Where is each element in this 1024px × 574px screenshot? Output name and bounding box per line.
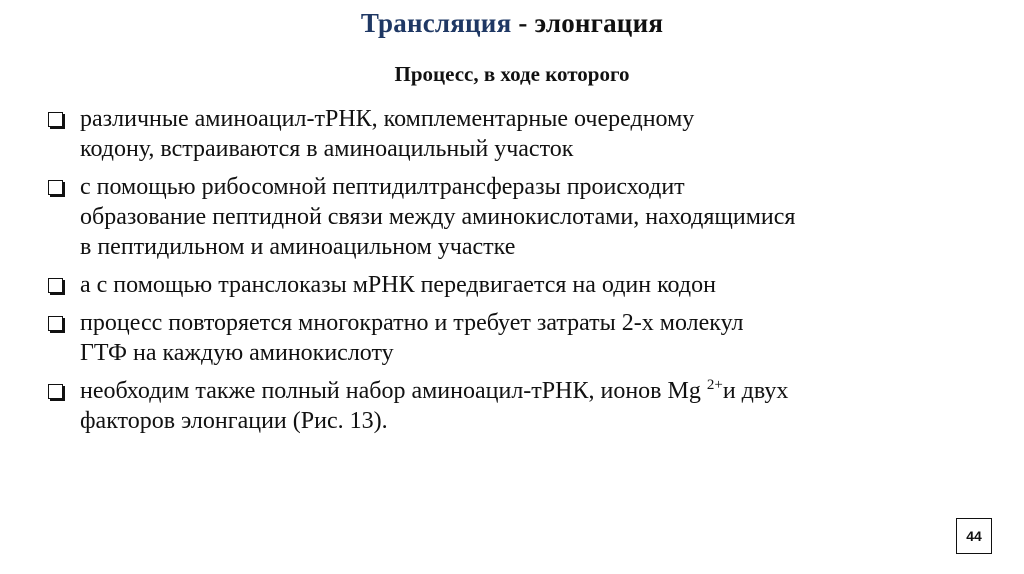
checkbox-icon	[48, 180, 63, 195]
bullet-line: различные аминоацил-тРНК, комплементарные очередному	[80, 106, 695, 132]
bullet-line-pre: необходим также полный набор аминоацил-тРНК, ионов Mg	[80, 378, 707, 404]
bullet-item	[44, 172, 994, 262]
page-number: 44	[956, 518, 992, 554]
bullet-list	[44, 104, 994, 444]
bullet-line: в пептидильном и аминоацильном участке	[80, 234, 516, 260]
superscript-charge: 2+	[706, 377, 723, 393]
bullet-item	[44, 270, 994, 300]
bullet-line: а с помощью транслоказы мРНК передвигается на один кодон	[80, 272, 716, 298]
bullet-line: факторов элонгации (Рис. 13).	[80, 408, 388, 434]
bullet-line: ГТФ на каждую аминокислоту	[80, 340, 394, 366]
bullet-line: процесс повторяется многократно и требует затраты 2-х молекул	[80, 310, 744, 336]
bullet-item	[44, 104, 994, 164]
title-rest: - элонгация	[511, 8, 664, 38]
bullet-line: образование пептидной связи между аминокислотами, находящимися	[80, 204, 796, 230]
bullet-line: с помощью рибосомной пептидилтрансферазы происходит	[80, 174, 685, 200]
bullet-item	[44, 308, 994, 368]
checkbox-icon	[48, 278, 63, 293]
title-accent: Трансляция	[360, 8, 512, 38]
checkbox-icon	[48, 112, 63, 127]
bullet-line: кодону, встраиваются в аминоацильный участок	[80, 136, 574, 162]
slide-title	[0, 8, 1024, 39]
bullet-line-post: и двух	[722, 378, 789, 404]
checkbox-icon	[48, 316, 63, 331]
slide-subtitle: Процесс, в ходе которого	[394, 62, 630, 86]
bullet-item	[44, 376, 994, 436]
checkbox-icon	[48, 384, 63, 399]
